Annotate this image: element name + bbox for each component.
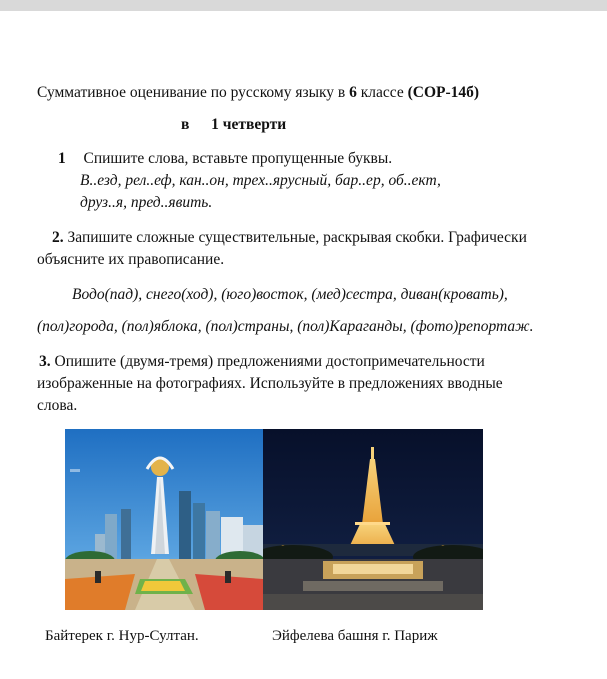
document-title <box>37 83 479 103</box>
task3-instruction-line2: изображенные на фотографиях. Используйте в предложениях вводные <box>37 375 503 392</box>
title-grade: 6 <box>349 84 357 101</box>
task1-words-line2: друз..я, пред..явить. <box>80 194 213 211</box>
task1-words-line1: В..езд, рел..еф, кан..он, трех..ярусный, бар..ер, об..ект, <box>80 172 441 189</box>
eiffel-tower-photo <box>263 429 483 610</box>
task3-instruction-text: Опишите (двумя-тремя) предложениями достопримечательности <box>54 353 485 370</box>
task2-instruction-text: Запишите сложные существительные, раскрывая скобки. Графически <box>67 229 527 246</box>
task2-instruction-line2: объясните их правописание. <box>37 251 225 268</box>
task1-number: 1 <box>58 150 66 167</box>
task2-instruction-line1 <box>52 228 527 248</box>
task1-instruction <box>58 149 392 169</box>
caption-eiffel: Эйфелева башня г. Париж <box>272 628 438 644</box>
task2-words-line2: (пол)города, (пол)яблока, (пол)страны, (пол)Караганды, (фото)репортаж. <box>37 318 534 335</box>
quarter-label: 1 четверти <box>211 116 287 133</box>
task2-number: 2. <box>52 229 64 246</box>
title-class: классе <box>356 84 408 101</box>
title-text: Суммативное оценивание по русскому языку в <box>37 84 350 101</box>
task3-instruction-line1 <box>39 352 485 372</box>
baiterek-photo <box>65 429 263 610</box>
top-bar <box>0 0 607 11</box>
caption-baiterek: Байтерек г. Нур-Султан. <box>45 628 199 644</box>
task3-instruction-line3: слова. <box>37 397 78 414</box>
quarter-line <box>181 115 286 135</box>
title-code: (СОР-14б) <box>407 84 480 101</box>
quarter-prefix: в <box>181 116 190 133</box>
task1-instruction-text: Спишите слова, вставьте пропущенные буквы. <box>83 150 393 167</box>
task2-words-line1: Водо(пад), снего(ход), (юго)восток, (мед)сестра, диван(кровать), <box>72 286 508 303</box>
task3-number: 3. <box>39 353 51 370</box>
